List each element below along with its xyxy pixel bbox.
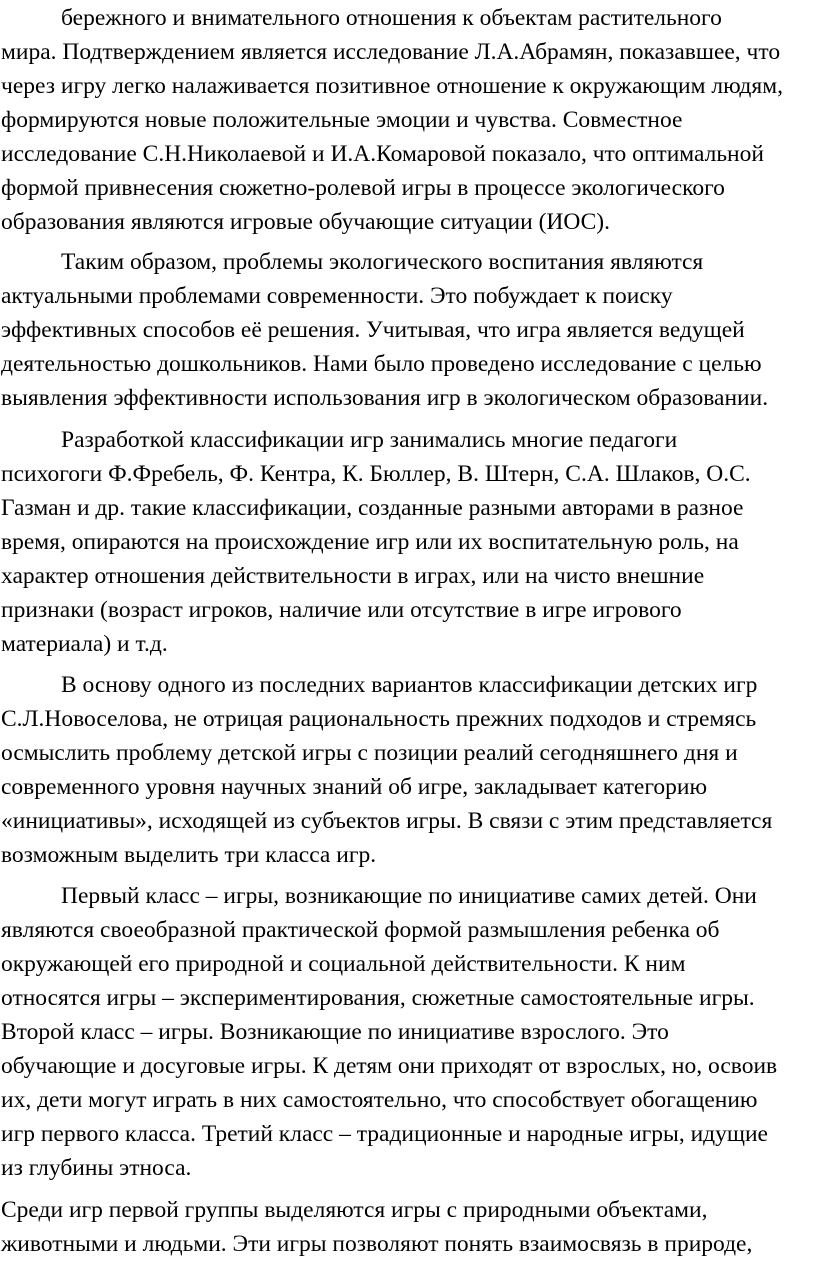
text-line: Второй класс – игры. Возникающие по инициативе взрослого. Это	[1, 1019, 669, 1045]
text-line: формируются новые положительные эмоции и чувства. Совместное	[1, 107, 683, 133]
text-line: «инициативы», исходящей из субъектов игры. В связи с этим представляется	[1, 808, 773, 834]
text-line: игр первого класса. Третий класс – традиционные и народные игры, идущие	[1, 1121, 768, 1147]
text-line: Первый класс – игры, возникающие по инициативе самих детей. Они	[61, 883, 757, 909]
text-line: Разработкой классификации игр занимались многие педагоги	[61, 427, 678, 453]
text-line: эффективных способов её решения. Учитывая, что игра является ведущей	[1, 317, 745, 343]
text-line: окружающей его природной и социальной действительности. К ним	[1, 951, 686, 977]
text-line: исследование С.Н.Николаевой и И.А.Комаровой показало, что оптимальной	[1, 141, 764, 167]
text-line: психогоги Ф.Фребель, Ф. Кентра, К. Бюллер, В. Штерн, С.А. Шлаков, О.С.	[1, 461, 751, 487]
text-line: обучающие и досуговые игры. К детям они приходят от взрослых, но, освоив	[1, 1053, 778, 1079]
text-line: признаки (возраст игроков, наличие или отсутствие в игре игрового	[1, 597, 682, 623]
text-line: относятся игры – экспериментирования, сюжетные самостоятельные игры.	[1, 985, 755, 1011]
text-line: из глубины этноса.	[1, 1155, 192, 1181]
text-line: Среди игр первой группы выделяются игры с природными объектами,	[1, 1197, 708, 1223]
text-line: выявления эффективности использования игр в экологическом образовании.	[1, 385, 769, 411]
text-line: характер отношения действительности в играх, или на чисто внешние	[1, 563, 705, 589]
text-line: через игру легко налаживается позитивное отношение к окружающим людям,	[1, 73, 783, 99]
text-line: современного уровня научных знаний об игре, закладывает категорию	[1, 774, 708, 800]
text-line: возможным выделить три класса игр.	[1, 842, 377, 868]
text-line: Газман и др. такие классификации, созданные разными авторами в разное	[1, 495, 744, 521]
text-line: мира. Подтверждением является исследование Л.А.Абрамян, показавшее, что	[1, 39, 781, 65]
text-line: Таким образом, проблемы экологического воспитания являются	[61, 249, 704, 275]
text-line: формой привнесения сюжетно-ролевой игры в процессе экологического	[1, 175, 725, 201]
text-line: С.Л.Новоселова, не отрицая рациональность прежних подходов и стремясь	[1, 706, 757, 732]
text-line: являются своеобразной практической формой размышления ребенка об	[1, 917, 720, 943]
text-line: бережного и внимательного отношения к объектам растительного	[61, 5, 722, 31]
text-line: осмыслить проблему детской игры с позиции реалий сегодняшнего дня и	[1, 740, 738, 766]
text-line: время, опираются на происхождение игр или их воспитательную роль, на	[1, 529, 739, 555]
text-line: В основу одного из последних вариантов классификации детских игр	[61, 672, 758, 698]
text-line: актуальными проблемами современности. Это побуждает к поиску	[1, 283, 673, 309]
text-line: их, дети могут играть в них самостоятельно, что способствует обогащению	[1, 1087, 758, 1113]
text-line: животными и людьми. Эти игры позволяют понять взаимосвязь в природе,	[1, 1231, 753, 1257]
text-line: материала) и т.д.	[1, 631, 168, 657]
text-line: образования являются игровые обучающие ситуации (ИОС).	[1, 209, 611, 235]
text-line: деятельностью дошкольников. Нами было проведено исследование с целью	[1, 351, 762, 377]
